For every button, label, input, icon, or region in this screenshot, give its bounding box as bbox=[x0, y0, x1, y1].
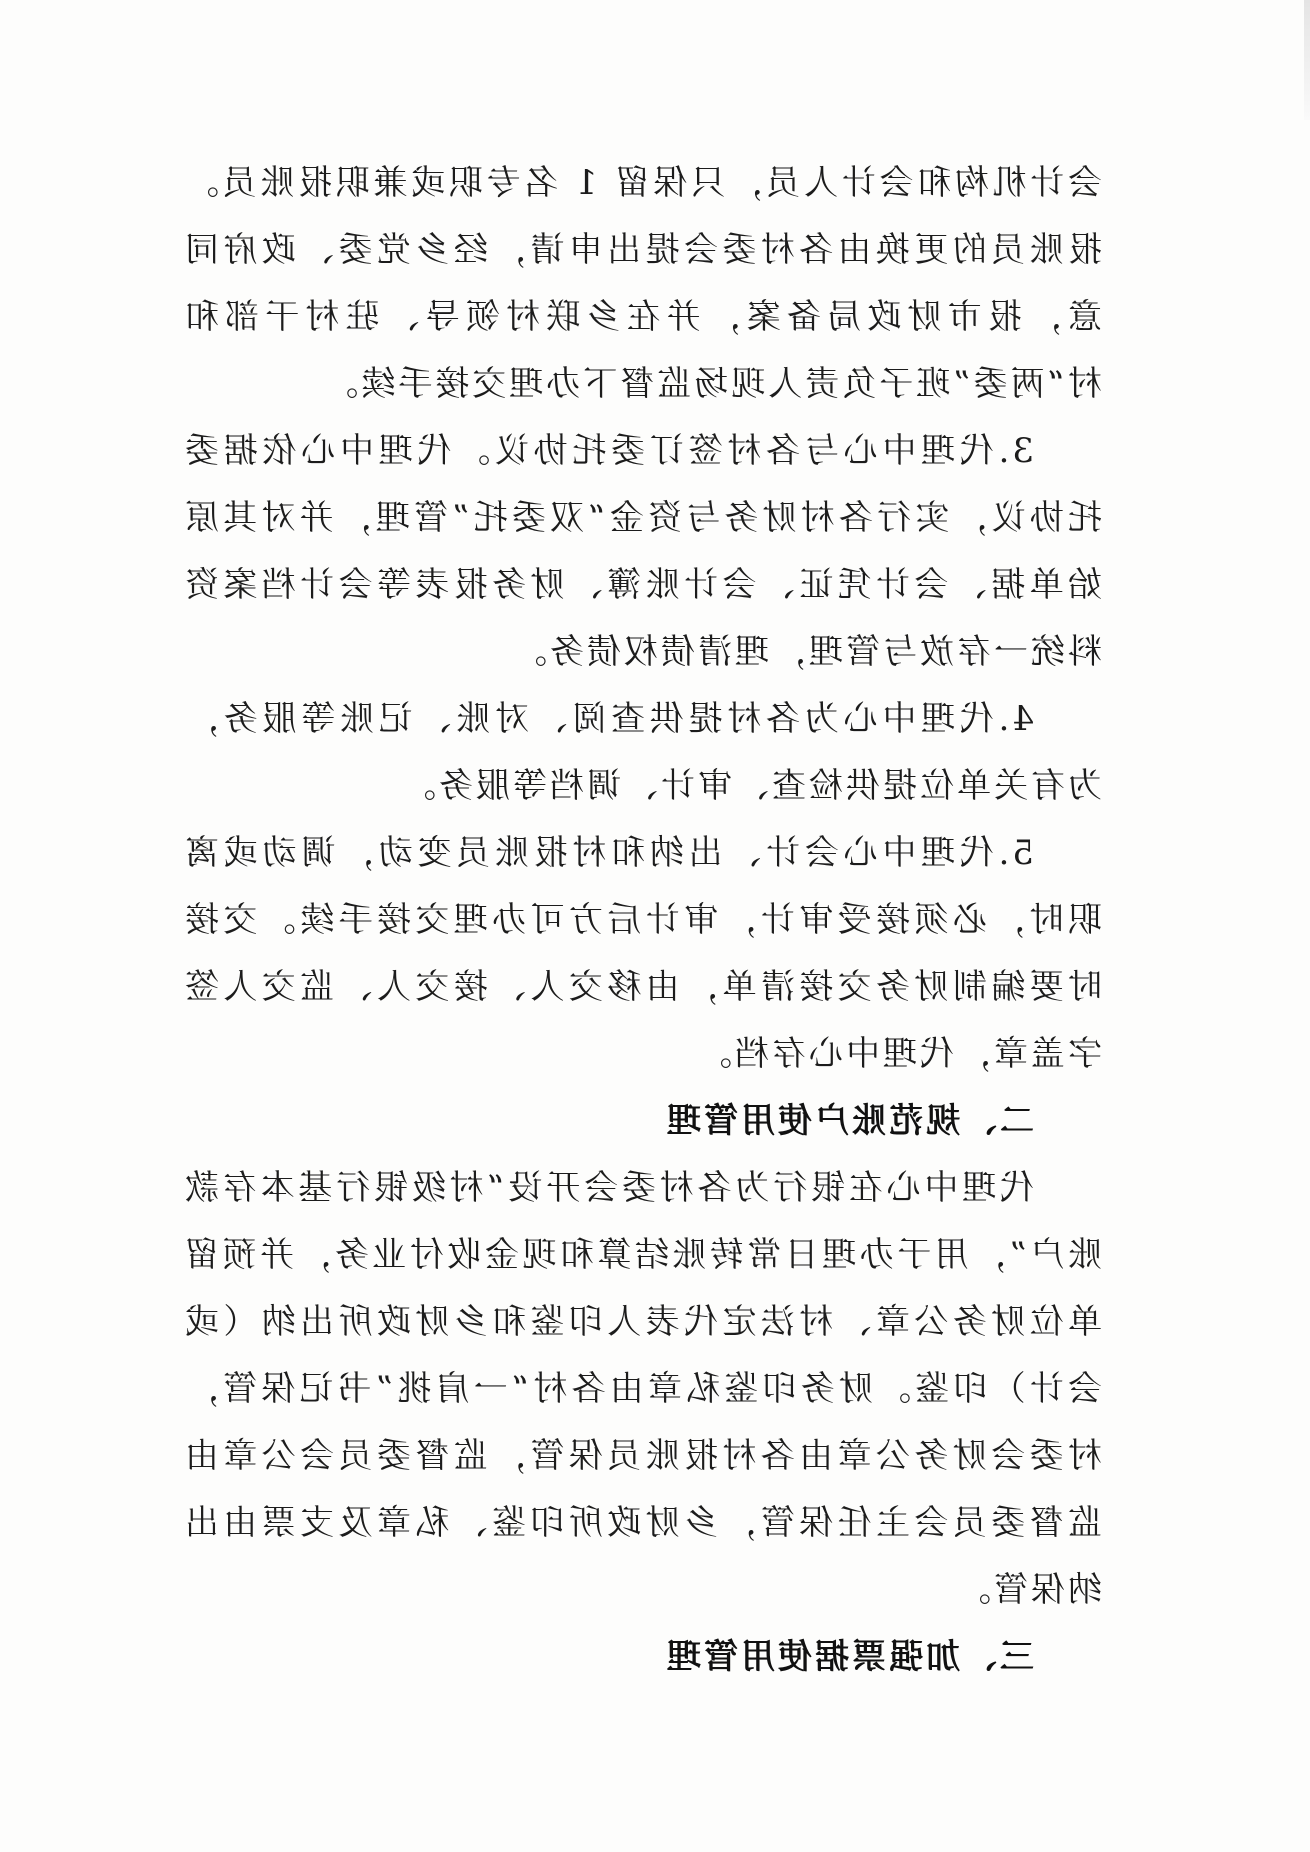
paragraph-bank-account: 代理中心在银行为各村委会开设“村级银行基本存款账户”，用于办理日常转账结算和现金收付业务，并预留单位财务公章、村法定代表人印鉴和乡财政所出纳（或会计）印鉴。财务印鉴私章由各村“一肩挑”书记保管，村委会财务公章由各村报账员保管，监督委员会公章由监督委员会主任保管，乡财政所印鉴、私章及支票由出纳保管。 bbox=[182, 1168, 1102, 1610]
paragraph-item-3: 3.代理中心与各村签订委托协议。代理中心依据委托协议，实行各村财务与资金“双委托”管理，并对其原始单据、会计凭证、会计账簿、财务报表等会计档案资料统一存放与管理，理清债权债务。 bbox=[182, 431, 1102, 672]
paragraph-item-4: 4.代理中心为各村提供查阅、对账、记账等服务，为有关单位提供检查、审计、调档等服务。 bbox=[182, 699, 1102, 806]
document-body bbox=[182, 150, 1102, 1691]
section-heading-3: 三、加强票据使用管理 bbox=[664, 1637, 1034, 1677]
scan-edge-shadow bbox=[1304, 0, 1310, 120]
section-heading-2: 二、规范账户使用管理 bbox=[664, 1101, 1034, 1141]
paragraph-item-5: 5.代理中心会计、出纳和村报账员变动，调动或离职时，必须接受审计，审计后方可办理交接手续。交接时要编制财务交接清单，由移交人、接交人、监交人签字盖章，代理中心存档。 bbox=[182, 833, 1102, 1074]
paragraph-accounting-staff: 会计机构和会计人员，只保留 1 名专职或兼职报账员。报账员的更换由各村委会提出申请，经乡党委、政府同意，报市财政局备案，并在乡联村领导、驻村干部和村“两委”班子负责人现场监督下办理交接手续。 bbox=[182, 163, 1102, 404]
